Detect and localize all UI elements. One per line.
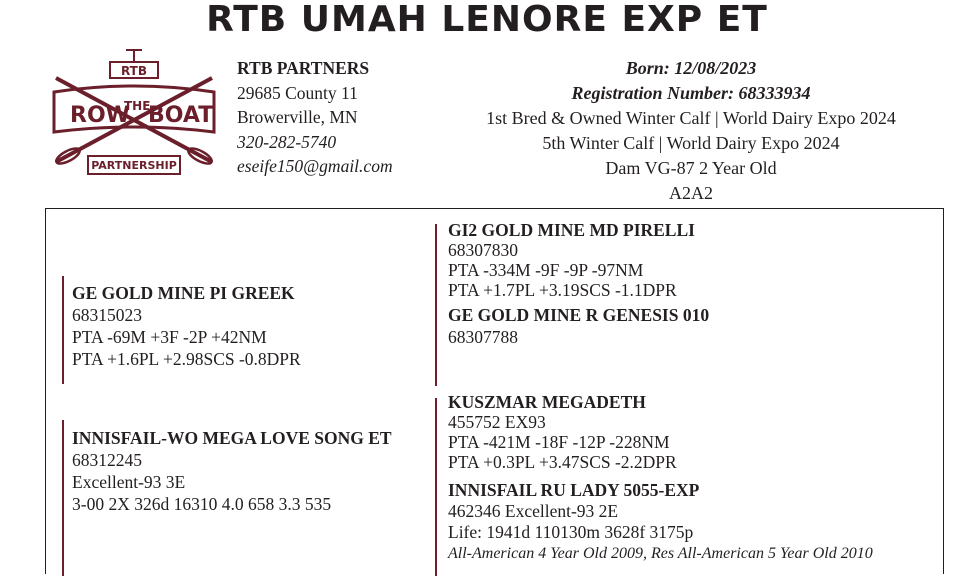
dam-line-2: 3-00 2X 326d 16310 4.0 658 3.3 535 (72, 494, 332, 514)
owner-address-line2: Browerville, MN (237, 107, 358, 127)
dam-dam-reg: 462346 Excellent-93 2E (448, 501, 619, 521)
sire-ancestry-divider (435, 224, 437, 386)
sire-reg: 68315023 (72, 305, 142, 325)
dam-sire-name: KUSZMAR MEGADETH (448, 392, 646, 412)
sire-sire-block (448, 220, 695, 300)
dam-divider (62, 420, 64, 576)
sire-sire-line-2: PTA +1.7PL +3.19SCS -1.1DPR (448, 280, 677, 300)
sire-name: GE GOLD MINE PI GREEK (72, 283, 295, 303)
owner-phone: 320-282-5740 (237, 131, 337, 152)
page-title: RTB UMAH LENORE EXP ET (206, 0, 768, 40)
logo-sub-text: PARTNERSHIP (91, 159, 177, 172)
dam-sire-block (448, 392, 677, 472)
sire-divider (62, 276, 64, 384)
logo-row-text: ROW (70, 103, 130, 128)
registration-number: Registration Number: 68333934 (571, 83, 811, 103)
sire-dam-block (448, 304, 709, 348)
owner-address-line1: 29685 County 11 (237, 82, 358, 103)
animal-info (430, 56, 952, 206)
dam-block (72, 427, 392, 515)
dam-dam-line-1: Life: 1941d 110130m 3628f 3175p (448, 522, 694, 542)
dam-classification: Dam VG-87 2 Year Old (605, 158, 777, 178)
dam-dam-line-2: All-American 4 Year Old 2009, Res All-American 5 Year Old 2010 (448, 545, 873, 562)
owner-email: eseife150@gmail.com (237, 156, 393, 176)
sire-sire-line-1: PTA -334M -9F -9P -97NM (448, 260, 644, 280)
sire-block (72, 282, 301, 370)
row-the-boat-logo (48, 44, 220, 184)
dam-dam-name: INNISFAIL RU LADY 5055-EXP (448, 480, 700, 500)
award-line-1: 1st Bred & Owned Winter Calf | World Dairy Expo 2024 (486, 108, 896, 128)
sire-line-1: PTA -69M +3F -2P +42NM (72, 327, 267, 347)
dam-reg: 68312245 (72, 450, 142, 470)
award-line-2: 5th Winter Calf | World Dairy Expo 2024 (542, 133, 840, 153)
logo-the-text: THE (124, 99, 151, 113)
dam-dam-block (448, 480, 873, 564)
logo-boat-text: BOAT (148, 103, 214, 128)
dam-ancestry-divider (435, 398, 437, 576)
sire-dam-reg: 68307788 (448, 327, 518, 347)
dam-sire-line-1: PTA -421M -18F -12P -228NM (448, 432, 670, 452)
birth-date: Born: 12/08/2023 (625, 58, 757, 78)
sire-sire-reg: 68307830 (448, 240, 518, 260)
owner-contact (237, 56, 393, 179)
sire-sire-name: GI2 GOLD MINE MD PIRELLI (448, 220, 695, 240)
genetics-line: A2A2 (669, 183, 713, 203)
dam-sire-reg: 455752 EX93 (448, 412, 546, 432)
logo-monogram: RTB (120, 64, 148, 78)
dam-line-1: Excellent-93 3E (72, 472, 186, 492)
sire-line-2: PTA +1.6PL +2.98SCS -0.8DPR (72, 349, 301, 369)
dam-name: INNISFAIL-WO MEGA LOVE SONG ET (72, 428, 392, 448)
dam-sire-line-2: PTA +0.3PL +3.47SCS -2.2DPR (448, 452, 677, 472)
owner-name: RTB PARTNERS (237, 58, 370, 78)
sire-dam-name: GE GOLD MINE R GENESIS 010 (448, 305, 710, 325)
